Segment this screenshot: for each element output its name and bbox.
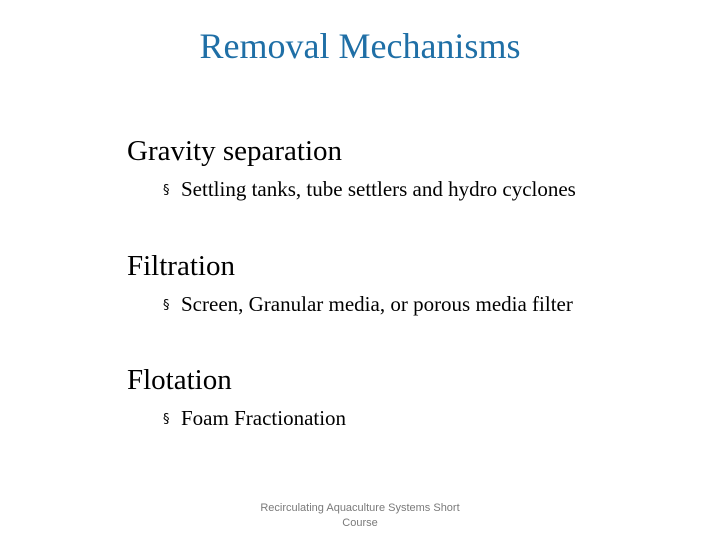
sub-bullet-text: Settling tanks, tube settlers and hydro cyclones bbox=[181, 177, 576, 201]
slide-title: Removal Mechanisms bbox=[199, 26, 521, 66]
bullet-filtration: Filtration bbox=[127, 250, 235, 282]
sub-bullet-flotation bbox=[163, 405, 346, 433]
bullet-marker: § bbox=[163, 183, 170, 198]
sub-bullet-filtration bbox=[163, 291, 573, 319]
sub-bullet-text: Screen, Granular media, or porous media filter bbox=[181, 292, 573, 316]
bullet-marker: § bbox=[163, 298, 170, 313]
bullet-flotation: Flotation bbox=[127, 364, 232, 396]
slide-footer: Recirculating Aquaculture Systems Short Course bbox=[260, 502, 460, 529]
bullet-gravity-separation: Gravity separation bbox=[127, 135, 343, 167]
sub-bullet-gravity-separation bbox=[163, 176, 576, 204]
bullet-marker: § bbox=[163, 412, 170, 427]
sub-bullet-text: Foam Fractionation bbox=[181, 406, 347, 430]
